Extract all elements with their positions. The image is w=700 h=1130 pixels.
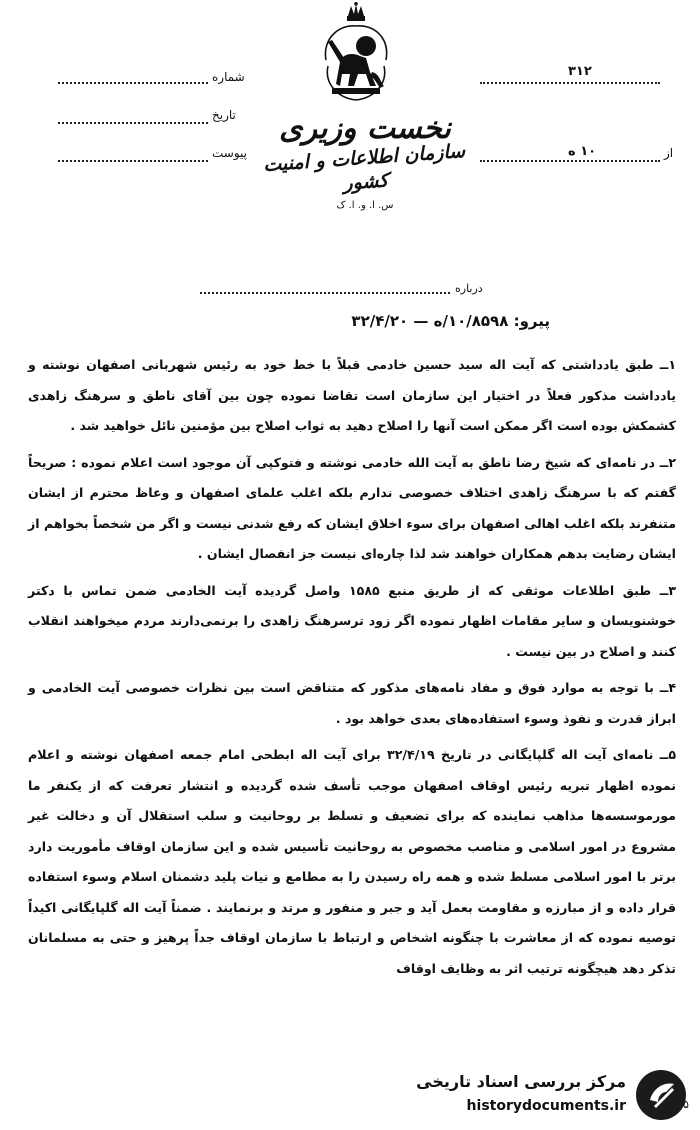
watermark-url: historydocuments.ir [466, 1098, 626, 1114]
organization-line-2: سازمان اطلاعات و امنیت کشور [262, 140, 466, 195]
paragraph-3: ۳ــ طبق اطلاعات موثقی که از طریق منبع ۱۵۸۵ واصل گردیده آیت الخادمی ضمن تماس با دکتر خوشنویسان و سایر مقامات اظهار نموده اگر زود ترسرهنگ زاهدی را برنمی‌دارند مردم میخواهند انقلاب کنند و اصلاح در بین نیست . [28, 582, 676, 659]
number-field-line [58, 82, 208, 84]
from-value: ۱۰ ه [568, 144, 597, 159]
document-body [28, 350, 676, 990]
attachment-label: پیوست [212, 146, 247, 160]
paragraph-5: ۵ــ نامه‌ای آیت اله گلپایگانی در تاریخ ۳۲/۴/۱۹ برای آیت اله ابطحی امام جمعه اصفهان نوشته و اعلام نموده اظهار تبریه رئیس اوقاف اصفهان موجب تأسف شده گردیده و انتشار تعرفت که از یکنفر ما مورموسسه‌ها مذاهب نماینده که برای تضعیف و تسلط بر روحانیت و سلب استقلال آن و دخالت غیر مشروع در امور اسلامی و مناصب مخصوص به روحانیت تأسیس شده و این سازمان اوقاف مأموریت دارد برتر با امور اسلامی مسلط شده و همه راه رسیدن را به مطامع و نیات پلید دشمنان اسلام وسوء استفاده قرار داده و از مبارزه و مقاومت بعمل آید و جبر و منفور و مرتد و برنمایند . ضمناً آیت اله گلپایگانی اکیداً توصیه نموده که از معاشرت با چنگونه اشخاص و ارتباط با سازمان اوقاف جداً پرهیز و حتی به مسلمانان تذکر دهد هیچگونه ترتیب اثر به وظایف اوقاف [28, 747, 676, 976]
paragraph-4: ۴ــ با توجه به موارد فوق و مفاد نامه‌های مذکور که متناقض است بین نظرات خصوصی آیت الخادمی و ابراز قدرت و نفوذ وسوء استفاده‌های بعدی خواهد بود . [28, 680, 676, 726]
attachment-field-line [58, 160, 208, 162]
date-label: تاریخ [212, 108, 236, 122]
about-field-line [200, 292, 450, 294]
page-number: ۵ [683, 1098, 689, 1111]
paragraph-2: ۲ــ در نامه‌ای که شیخ رضا ناطق به آیت الله خادمی نوشته و فتوکپی آن موجود است اعلام نموده : صریحاً گفتم که با سرهنگ زاهدی اختلاف خصوصی ندارم بلکه اغلب علمای اصفهان و وعاظ محترم از ایشان متنفرند بلکه اغلب اهالی اصفهان برای سوء اخلاق ایشان که رفع شدنی نیست و اگر من شخصاً بخواهم از ایشان رضایت بدهم همکاران خواهند شد لذا چاره‌ای نیست جز انفصال ایشان . [28, 454, 676, 561]
watermark-logo-icon [636, 1070, 686, 1120]
organization-line-1: نخست وزیری [279, 111, 451, 146]
from-label: از [664, 146, 674, 160]
from-field-line [480, 160, 660, 162]
date-field-line [58, 122, 208, 124]
document-number: ۳۱۲ [568, 64, 592, 79]
watermark-title: مرکز بررسی اسناد تاریخی [416, 1072, 626, 1091]
about-label: درباره [455, 282, 483, 295]
number-label: شماره [212, 70, 245, 84]
reference-line: پیرو: ۱۰/۸۵۹۸/ه — ۳۲/۴/۲۰ [351, 312, 550, 330]
organization-code: س. ا. و. ا. ک [336, 200, 394, 211]
lion-and-sun-emblem [318, 2, 394, 110]
paragraph-1: ۱ــ طبق یادداشتی که آیت اله سید حسین خادمی قبلاً با خط خود به رئیس شهربانی اصفهان نوشته و یادداشت مذکور فعلاً در اختیار این سازمان است تقاضا نموده چون بین آقای ناطق و سرهنگ زاهدی کشمکش بوده است اگر ممکن است آنها را اصلاح دهید به ثواب اصلاح بین مؤمنین نائل خواهید شد . [28, 357, 676, 433]
watermark [416, 1066, 694, 1124]
right-number-field-line [480, 82, 660, 84]
organization-header [250, 112, 480, 211]
